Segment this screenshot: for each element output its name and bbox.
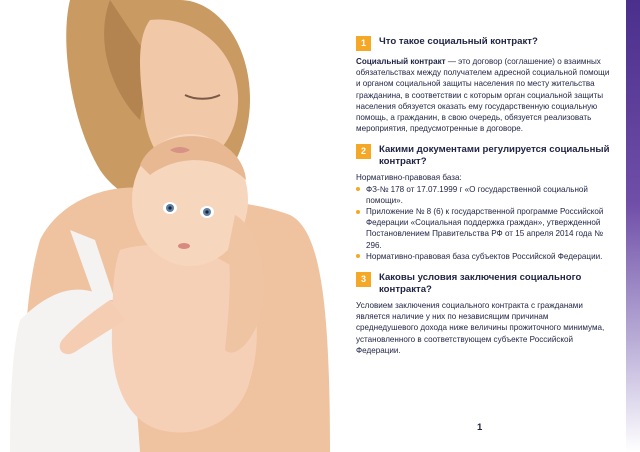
section-lead: Нормативно-правовая база: — [356, 173, 462, 183]
list-item-text: ФЗ-№ 178 от 17.07.1999 г «О государственной социальной помощи». — [366, 184, 588, 205]
section-number-badge: 3 — [356, 272, 371, 287]
list-item-text: Нормативно-правовая база субъектов Российской Федерации. — [366, 251, 603, 261]
section-title: Что такое социальный контракт? — [379, 36, 538, 47]
section-documents — [356, 144, 610, 262]
section-header — [356, 144, 610, 167]
section-title: Каковы условия заключения социального контракта? — [379, 272, 582, 295]
list-item — [356, 184, 610, 206]
page-number: 1 — [477, 422, 483, 433]
section-header — [356, 272, 610, 295]
section-header — [356, 36, 610, 51]
section-what-is — [356, 36, 610, 134]
bullet-dot-icon — [356, 254, 360, 258]
list-item — [356, 251, 610, 262]
document-list — [356, 184, 610, 262]
section-conditions — [356, 272, 610, 356]
baby-mouth — [178, 243, 190, 249]
section-body: Условием заключения социального контракта с гражданами является наличие у них по независящим причинам среднедушевого дохода ниже величины прожиточного минимума, установленного в соответствующем субъекте Российской Федерации. — [356, 301, 605, 355]
decorative-edge-right — [626, 0, 640, 452]
section-paragraph — [356, 56, 610, 134]
section-number-badge: 1 — [356, 36, 371, 51]
list-item-text: Приложение № 8 (6) к государственной программе Российской Федерации «Социальная поддержка граждан», утвержденной Постановлением Правительства РФ от 15 апреля 2014 года № 296. — [366, 207, 604, 250]
content-column — [356, 36, 610, 366]
list-item — [356, 206, 610, 251]
bullet-dot-icon — [356, 187, 360, 191]
section-title: Какими документами регулируется социальный контракт? — [379, 144, 610, 167]
section-number-badge: 2 — [356, 144, 371, 159]
section-term: Социальный контракт — [356, 57, 446, 66]
section-body: — это договор (соглашение) о взаимных обязательствах между получателем адресной социальной помощи и органом социальной защиты населения по месту жительства гражданина, в соответствии с которым орган социальной защиты населения обязуется оказать ему государственную социальную помощь, а гражданин, в свою очередь, обязуется реализовать мероприятия, предусмотренные в договоре. — [356, 57, 610, 134]
bullet-dot-icon — [356, 210, 360, 214]
